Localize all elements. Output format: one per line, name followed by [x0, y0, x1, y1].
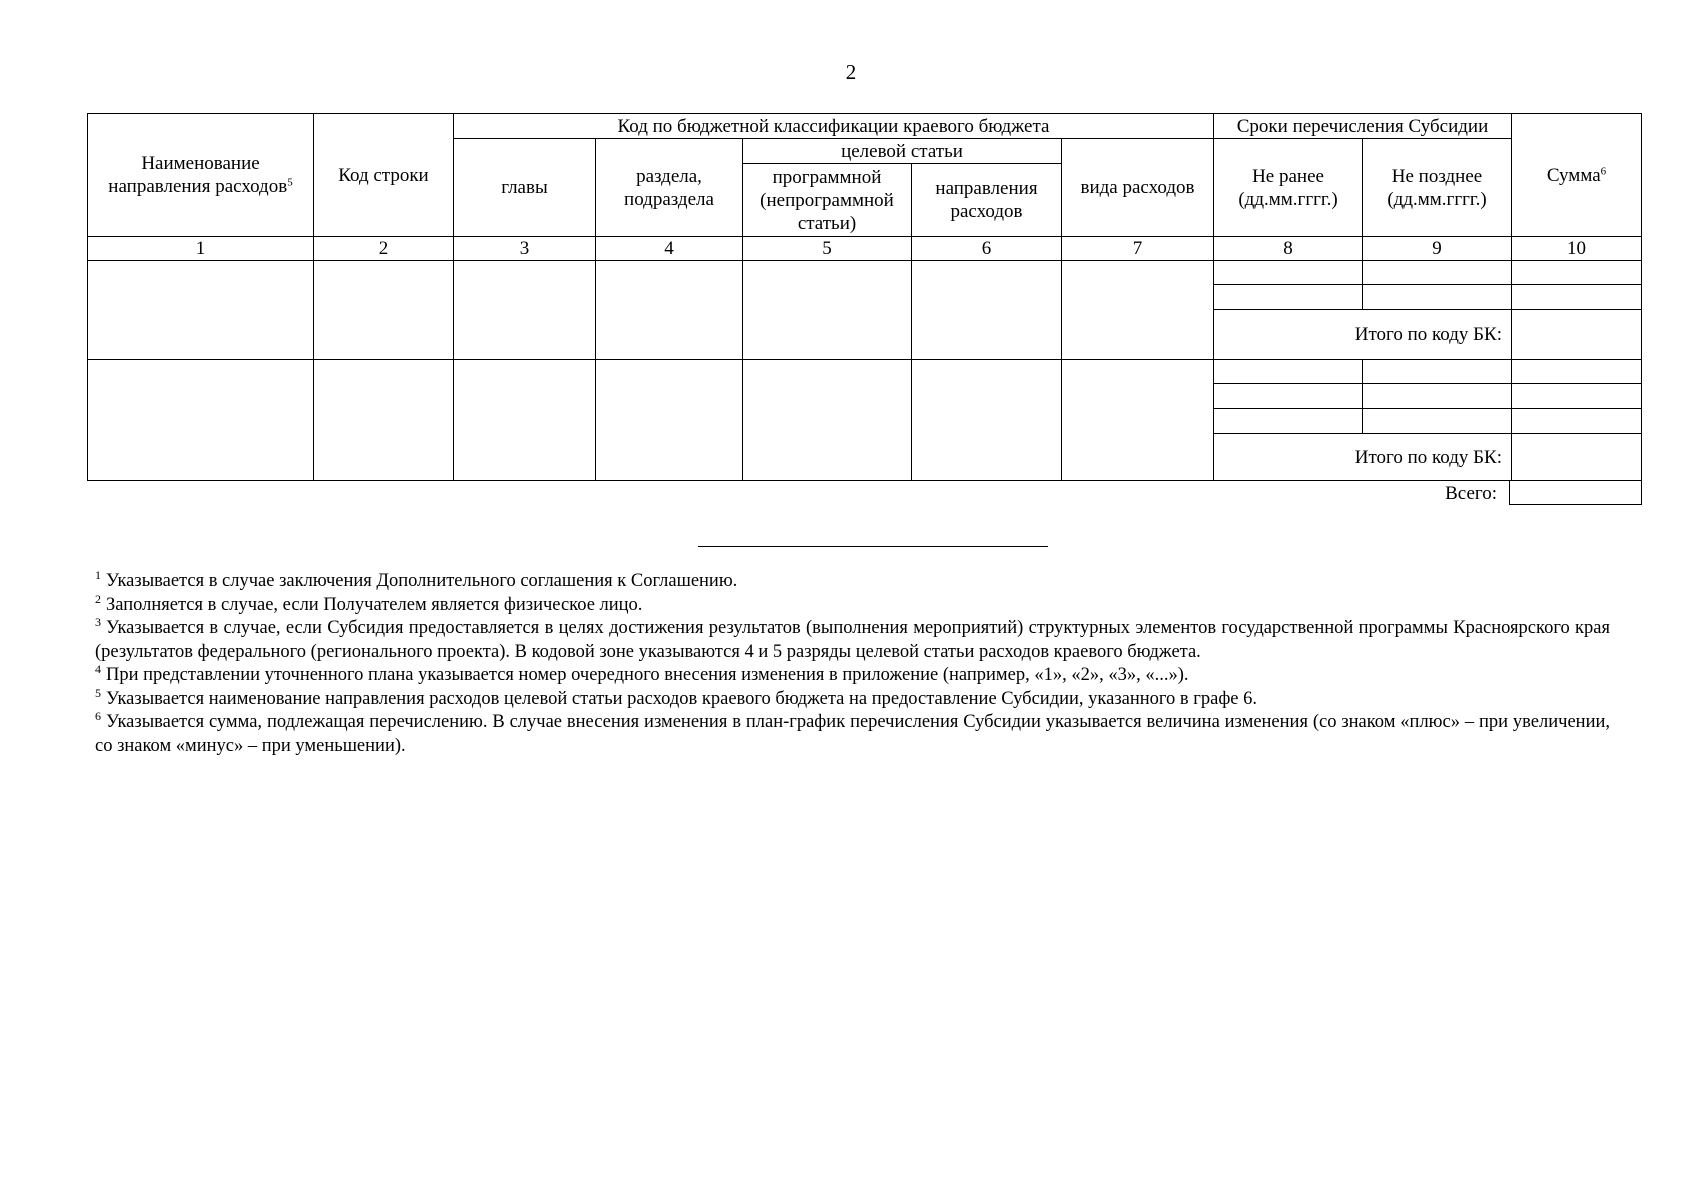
header-transfer-terms: Сроки перечисления Субсидии — [1213, 113, 1512, 139]
block2-row2-sum — [1511, 383, 1642, 409]
block2-row2-not-later — [1362, 383, 1512, 409]
block1-row2-sum — [1511, 284, 1642, 310]
footnote-3: $^3$ Указывается в случае, если Субсидия предоставляется в целях достижения результатов (выполнения мероприятий) структурных элементов государственной программы Красноярского края (результатов федерального (регионального проекта). В кодовой зоне указываются 4 и 5 разряды целевой статьи расходов краевого бюджета. — [95, 615, 1610, 662]
header-not-later: Не позднее (дд.мм.гггг.) — [1362, 138, 1512, 237]
header-expense-type: вида расходов — [1061, 138, 1214, 237]
block1-row2-not-before — [1213, 284, 1363, 310]
header-chapter: главы — [453, 138, 596, 237]
block1-row1-not-before — [1213, 260, 1363, 285]
footnote-6: $^6$ Указывается сумма, подлежащая перечислению. В случае внесения изменения в план-график перечисления Субсидии указывается величина изменения (со знаком «плюс» – при увеличении, со знаком «минус» – при уменьшении). — [95, 709, 1610, 756]
block1-code-cell — [313, 260, 454, 360]
block1-row1-sum — [1511, 260, 1642, 285]
block2-row1-not-later — [1362, 359, 1512, 384]
header-section: раздела, подраздела — [595, 138, 743, 237]
block2-subtotal-sum — [1511, 433, 1642, 481]
block2-row3-sum — [1511, 408, 1642, 434]
block1-row2-not-later — [1362, 284, 1512, 310]
header-not-before: Не ранее (дд.мм.гггг.) — [1213, 138, 1363, 237]
block2-program-cell — [742, 359, 912, 481]
col-number: 3 — [453, 236, 596, 261]
block1-section-cell — [595, 260, 743, 360]
block1-row1-not-later — [1362, 260, 1512, 285]
block2-row1-not-before — [1213, 359, 1363, 384]
col-number: 5 — [742, 236, 912, 261]
grand-total-label: Всего: — [1445, 483, 1497, 504]
footnote-2: $^2$ Заполняется в случае, если Получателем является физическое лицо. — [95, 591, 643, 615]
header-budget-classification: Код по бюджетной классификации краевого бюджета — [453, 113, 1214, 139]
col-number: 4 — [595, 236, 743, 261]
block1-chapter-cell — [453, 260, 596, 360]
header-sum: Сумма$^6$ — [1511, 113, 1642, 237]
block1-type-cell — [1061, 260, 1214, 360]
block2-section-cell — [595, 359, 743, 481]
footnote-5: $^5$ Указывается наименование направления расходов целевой статьи расходов краевого бюджета на предоставление Субсидии, указанного в графе 6. — [95, 685, 1258, 709]
page-number: 2 — [845, 60, 857, 84]
subsidy-schedule-table — [87, 113, 1612, 505]
header-target-article: целевой статьи — [742, 138, 1062, 164]
col-number: 6 — [911, 236, 1062, 261]
header-row-code: Код строки — [313, 113, 454, 237]
col-number: 9 — [1362, 236, 1512, 261]
col-number: 8 — [1213, 236, 1363, 261]
header-expense-direction: направления расходов — [911, 163, 1062, 237]
block2-chapter-cell — [453, 359, 596, 481]
col-number: 10 — [1511, 236, 1642, 261]
block2-direction-cell — [87, 359, 314, 481]
block1-subtotal-sum — [1511, 309, 1642, 360]
footnote-1: $^1$ Указывается в случае заключения Дополнительного соглашения к Соглашению. — [95, 568, 738, 591]
block1-direction-code-cell — [911, 260, 1062, 360]
block2-code-cell — [313, 359, 454, 481]
block1-direction-cell — [87, 260, 314, 360]
block2-direction-code-cell — [911, 359, 1062, 481]
header-program: программной (непрограммной статьи) — [742, 163, 912, 237]
col-number: 1 — [87, 236, 314, 261]
block2-row2-not-before — [1213, 383, 1363, 409]
col-number: 7 — [1061, 236, 1214, 261]
grand-total-sum — [1509, 480, 1642, 505]
header-direction-name: Наименование направления расходов$^5$ — [87, 113, 314, 237]
block2-type-cell — [1061, 359, 1214, 481]
block1-program-cell — [742, 260, 912, 360]
block2-row1-sum — [1511, 359, 1642, 384]
col-number: 2 — [313, 236, 454, 261]
block2-subtotal-label: Итого по коду БК: — [1213, 433, 1512, 481]
footnotes — [95, 570, 1610, 758]
footnote-separator — [698, 546, 1048, 547]
block2-row3-not-before — [1213, 408, 1363, 434]
block2-row3-not-later — [1362, 408, 1512, 434]
block1-subtotal-label: Итого по коду БК: — [1213, 309, 1512, 360]
footnote-4: $^4$ При представлении уточненного плана указывается номер очередного внесения изменения в приложение (например, «1», «2», «3», «...»). — [95, 662, 1189, 685]
